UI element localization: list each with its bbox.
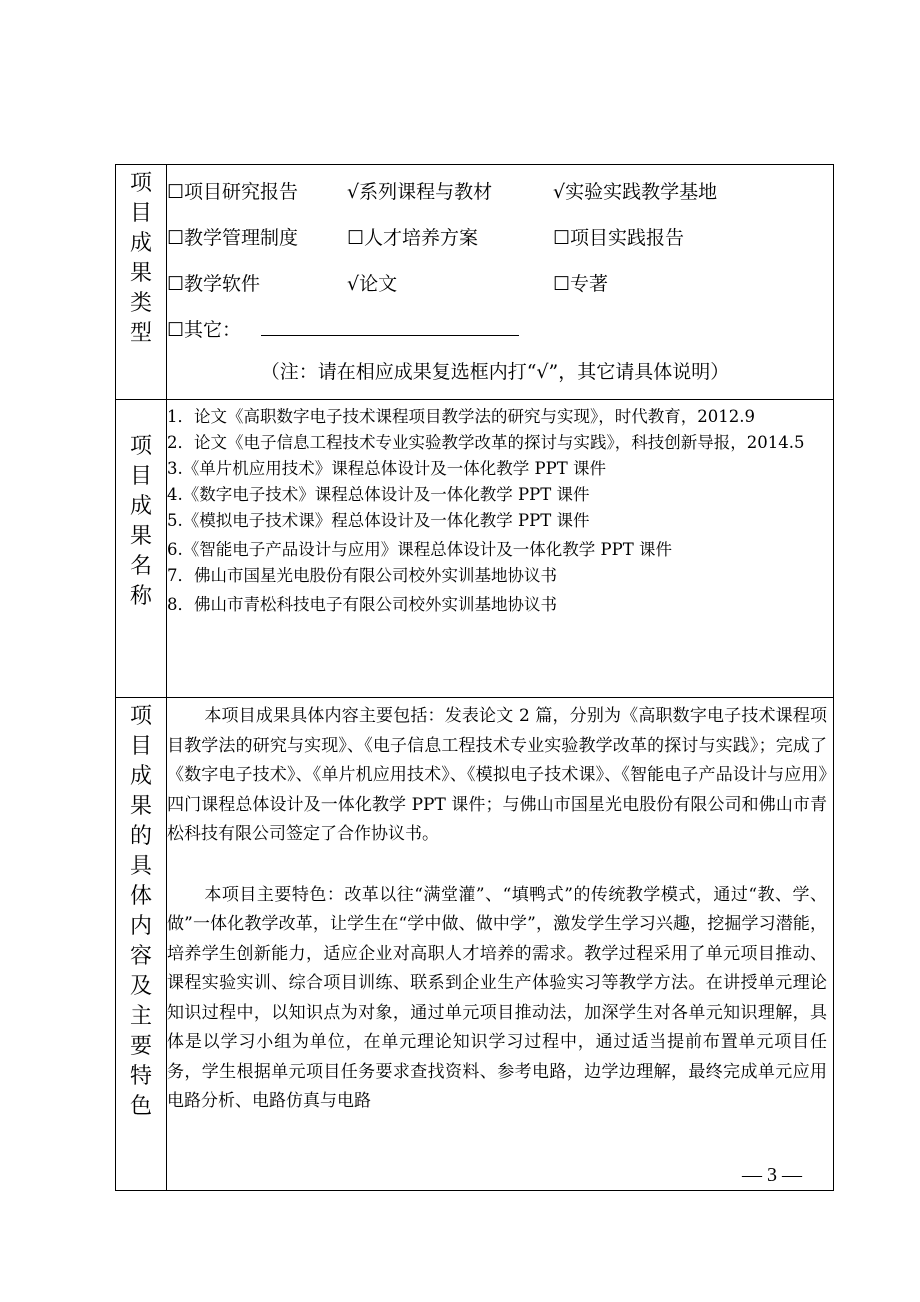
list-item: 5.《模拟电子技术课》程总体设计及一体化教学 PPT 课件 — [167, 511, 590, 530]
option-monograph[interactable]: ☐专著 — [553, 273, 609, 295]
achievement-name-label: 项目成果名称 — [129, 434, 152, 609]
list-item: 3.《单片机应用技术》课程总体设计及一体化教学 PPT 课件 — [167, 459, 606, 478]
instruction-note: （注：请在相应成果复选框内打“√”，其它请具体说明） — [260, 361, 730, 383]
option-course-series[interactable]: √系列课程与教材 — [347, 181, 493, 203]
other-fill-line[interactable] — [261, 317, 519, 336]
content-features-label: 项目成果的具体内容及主要特色 — [129, 704, 152, 1119]
list-item: 7．佛山市国星光电股份有限公司校外实训基地协议书 — [167, 566, 557, 585]
list-item: 4.《数字电子技术》课程总体设计及一体化教学 PPT 课件 — [167, 485, 590, 504]
label-cell-content — [116, 698, 167, 1191]
paragraph-gap — [167, 850, 827, 881]
option-paper[interactable]: √论文 — [347, 273, 398, 295]
option-other[interactable]: ☐其它： — [167, 319, 242, 341]
option-training-plan[interactable]: ☐人才培养方案 — [347, 227, 479, 249]
page-number: — 3 — — [742, 1164, 802, 1186]
content-cell — [167, 698, 834, 1191]
list-item: 6.《智能电子产品设计与应用》课程总体设计及一体化教学 PPT 课件 — [167, 540, 672, 559]
option-practice-base[interactable]: √实验实践教学基地 — [553, 181, 718, 203]
label-cell-names — [116, 400, 167, 698]
type-options-cell — [167, 165, 834, 400]
options-row — [167, 165, 833, 211]
row-achievement-type — [116, 165, 834, 400]
row-achievement-names — [116, 400, 834, 698]
features-paragraph: 本项目主要特色：改革以往“满堂灌”、“填鸭式”的传统教学模式，通过“教、学、做”一体化教学改革，让学生在“学中做、做中学”，激发学生学习兴趣，挖掘学习潜能，培养学生创新能力，适应企业对高职人才培养的需求。教学过程采用了单元项目推动、课程实验实训、综合项目训练、联系到企业生产体验实习等教学方法。在讲授单元理论知识过程中，以知识点为对象，通过单元项目推动法，加深学生对各单元知识理解，具体是以学习小组为单位，在单元理论知识学习过程中，通过适当提前布置单元项目任务，学生根据单元项目任务要求查找资料、参考电路，边学边理解，最终完成单元应用电路分析、电路仿真与电路 — [167, 884, 827, 1111]
option-management-system[interactable]: ☐教学管理制度 — [167, 227, 299, 249]
option-software[interactable]: ☐教学软件 — [167, 273, 261, 295]
row-content-features — [116, 698, 834, 1191]
option-practice-report[interactable]: ☐项目实践报告 — [553, 227, 685, 249]
names-cell — [167, 400, 834, 698]
achievement-form-table — [115, 164, 834, 1191]
list-item: 1．论文《高职数字电子技术课程项目教学法的研究与实现》，时代教育，2012.9 — [167, 407, 755, 426]
content-paragraph: 本项目成果具体内容主要包括：发表论文 2 篇，分别为《高职数字电子技术课程项目教学法的研究与实现》、《电子信息工程技术专业实验教学改革的探讨与实践》；完成了《数字电子技术》、《单片机应用技术》、《模拟电子技术课》、《智能电子产品设计与应用》四门课程总体设计及一体化教学 PPT 课件；与佛山市国星光电股份有限公司和佛山市青松科技有限公司签定了合作协议书。 — [167, 706, 827, 844]
options-row — [167, 257, 833, 303]
options-row — [167, 211, 833, 257]
list-item: 8．佛山市青松科技电子有限公司校外实训基地协议书 — [167, 595, 557, 614]
option-research-report[interactable]: ☐项目研究报告 — [167, 181, 299, 203]
label-cell-type — [116, 165, 167, 400]
options-row-other — [167, 303, 833, 349]
achievement-type-label: 项目成果类型 — [129, 171, 152, 346]
list-item: 2．论文《电子信息工程技术专业实验教学改革的探讨与实践》，科技创新导报，2014.5 — [167, 433, 805, 452]
